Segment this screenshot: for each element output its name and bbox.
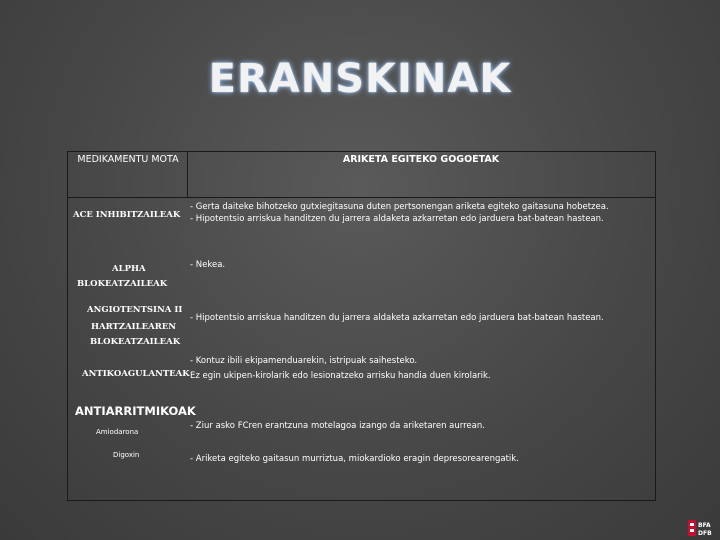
drug-alpha-blockers-line2: BLOKEATZAILEAK	[77, 279, 168, 289]
drug-antiarrhythmics: ANTIARRITMIKOAK	[75, 404, 196, 418]
drug-arb-line2: HARTZAILEAREN	[91, 322, 177, 332]
alpha-consideration: - Nekea.	[190, 260, 226, 270]
amiodarone-consideration: - Ziur asko FCren erantzuna motelagoa izango da ariketaren aurrean.	[190, 421, 485, 431]
digoxin-consideration: - Ariketa egiteko gaitasun murriztua, miokardioko eragin depresorearengatik.	[190, 454, 519, 464]
header-medication-type: MEDIKAMENTU MOTA	[77, 154, 179, 165]
drug-digoxin: Digoxin	[113, 451, 140, 459]
institution-logo	[688, 518, 714, 538]
anticoagulant-consideration-1: - Kontuz ibili ekipamenduarekin, istripuak saihesteko.	[190, 356, 418, 366]
logo-text-line1: BFA	[698, 522, 711, 529]
header-column-divider	[187, 151, 188, 198]
drug-ace-inhibitors: ACE INHIBITZAILEAK	[73, 210, 181, 220]
ace-consideration-2: - Hipotentsio arriskua handitzen du jarrera aldaketa azkarretan edo jarduera bat-batean hastean.	[190, 214, 604, 224]
anticoagulant-consideration-2: Ez egin ukipen-kirolarik edo lesionatzeko arrisku handia duen kirolarik.	[190, 371, 491, 381]
drug-anticoagulants: ANTIKOAGULANTEAK	[82, 369, 190, 379]
logo-mark	[688, 520, 696, 536]
ace-consideration-1: - Gerta daiteke bihotzeko gutxiegitasuna duten pertsonengan ariketa egiteko gaitasuna hobetzea.	[190, 202, 609, 212]
drug-arb-line1: ANGIOTENTSINA II	[87, 305, 183, 315]
drug-alpha-blockers-line1: ALPHA	[112, 264, 146, 274]
slide-title: ERANSKINAK	[208, 56, 512, 102]
drug-arb-line3: BLOKEATZAILEAK	[90, 337, 181, 347]
header-row-divider	[67, 197, 655, 198]
drug-amiodarone: Amiodarona	[96, 428, 139, 436]
header-exercise-considerations: ARIKETA EGITEKO GOGOETAK	[342, 154, 500, 165]
arb-consideration: - Hipotentsio arriskua handitzen du jarrera aldaketa azkarretan edo jarduera bat-batean hastean.	[190, 313, 604, 323]
logo-text-line2: DFB	[698, 530, 712, 537]
